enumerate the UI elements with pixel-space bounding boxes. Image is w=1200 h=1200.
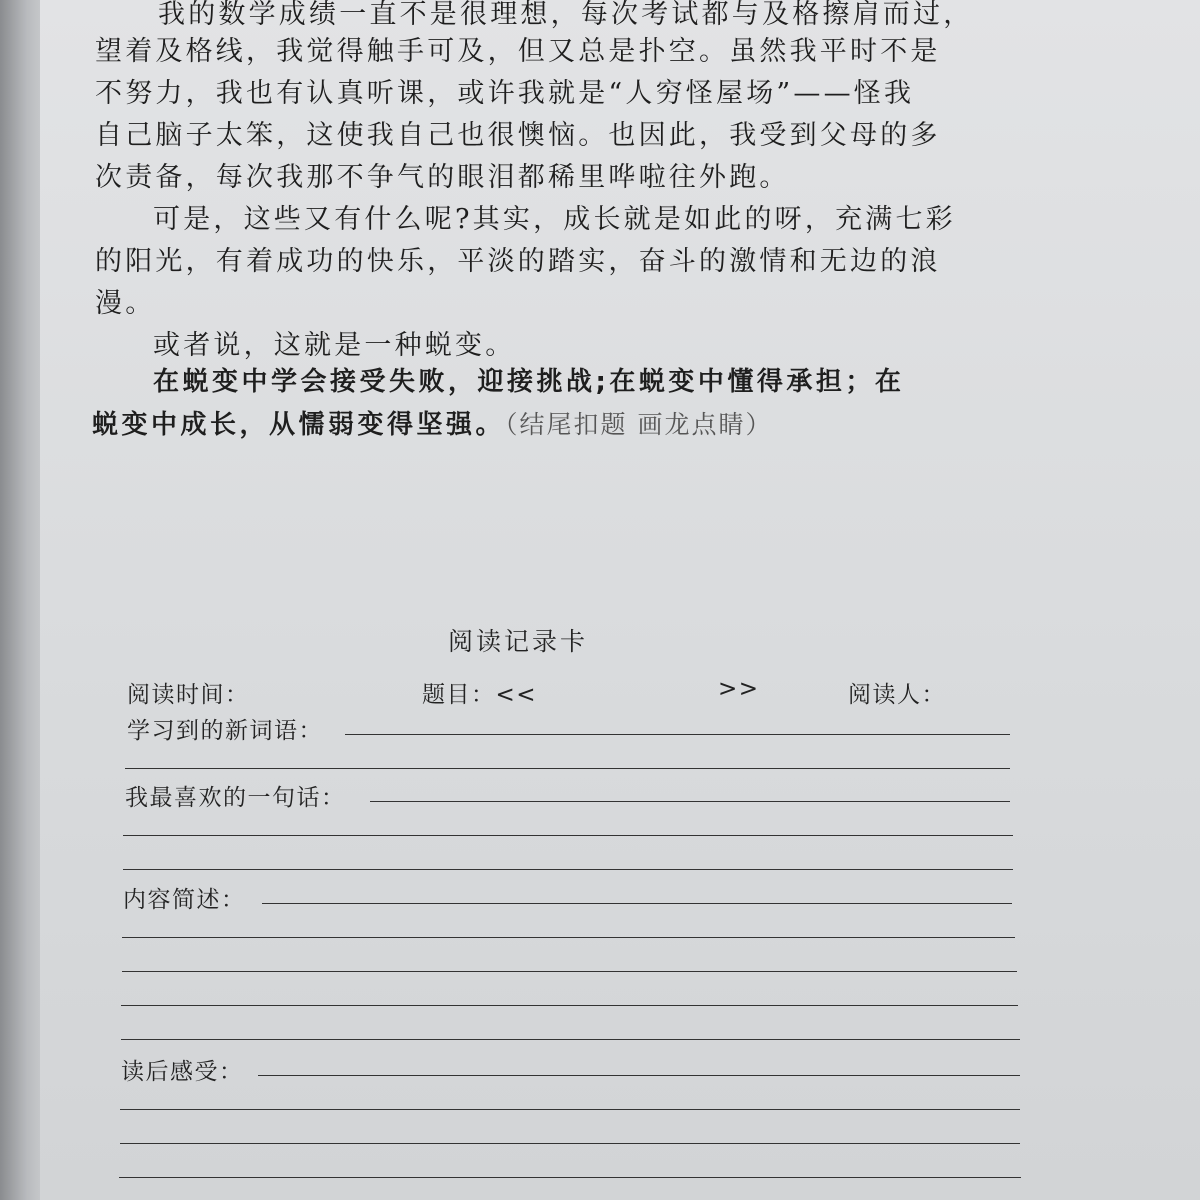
card-title: 阅读记录卡 [448,627,589,656]
passage-line-6: 可是，这些又有什么呢?其实，成长就是如此的呀，充满七彩 [153,204,956,235]
topic-close-mark: >> [718,676,760,702]
summary-label: 内容简述： [123,887,246,913]
favorite-sentence-line-3[interactable] [123,869,1013,870]
passage-bold-line-1: 在蜕变中学会接受失败，迎接挑战;在蜕变中懂得承担；在 [153,367,905,397]
reflection-line-3[interactable] [120,1143,1020,1144]
reflection-line-1[interactable] [258,1075,1020,1076]
new-words-line-2[interactable] [125,768,1010,769]
passage-bold-line-2 [92,404,772,441]
reader-label: 阅读人： [848,682,946,708]
reflection-line-4[interactable] [119,1177,1021,1178]
reflection-line-2[interactable] [120,1109,1020,1110]
reading-time-label: 阅读时间： [127,682,250,708]
topic-label: 题目：<< [422,682,538,708]
passage-line-1: 我的数学成绩一直不是很理想，每次考试都与及格擦肩而过， [158,0,974,30]
summary-line-4[interactable] [121,1005,1018,1006]
passage-line-8: 漫。 [95,288,156,319]
favorite-sentence-label: 我最喜欢的一句话： [125,785,346,811]
favorite-sentence-line-2[interactable] [123,835,1013,836]
passage-line-5: 次责备，每次我那不争气的眼泪都稀里哗啦往外跑。 [95,162,790,193]
editor-comment: （结尾扣题 画龙点睛） [505,410,773,439]
reflection-label: 读后感受： [121,1059,244,1085]
passage-line-3: 不努力，我也有认真听课，或许我就是“人穷怪屋场”——怪我 [95,78,915,109]
summary-line-3[interactable] [122,971,1017,972]
summary-line-5[interactable] [121,1039,1020,1040]
passage-line-4: 自己脑子太笨，这使我自己也很懊恼。也因此，我受到父母的多 [95,120,941,151]
bold-line-text: 蜕变中成长，从懦弱变得坚强。 [92,410,506,440]
summary-line-1[interactable] [262,903,1012,904]
favorite-sentence-line-1[interactable] [370,801,1010,802]
passage-line-7: 的阳光，有着成功的快乐，平淡的踏实，奋斗的激情和无边的浪 [95,246,941,277]
summary-line-2[interactable] [122,937,1015,938]
passage-line-9: 或者说，这就是一种蜕变。 [153,330,516,361]
new-words-label: 学习到的新词语： [127,718,323,744]
new-words-line-1[interactable] [345,734,1010,735]
passage-line-2: 望着及格线，我觉得触手可及，但又总是扑空。虽然我平时不是 [95,36,941,67]
